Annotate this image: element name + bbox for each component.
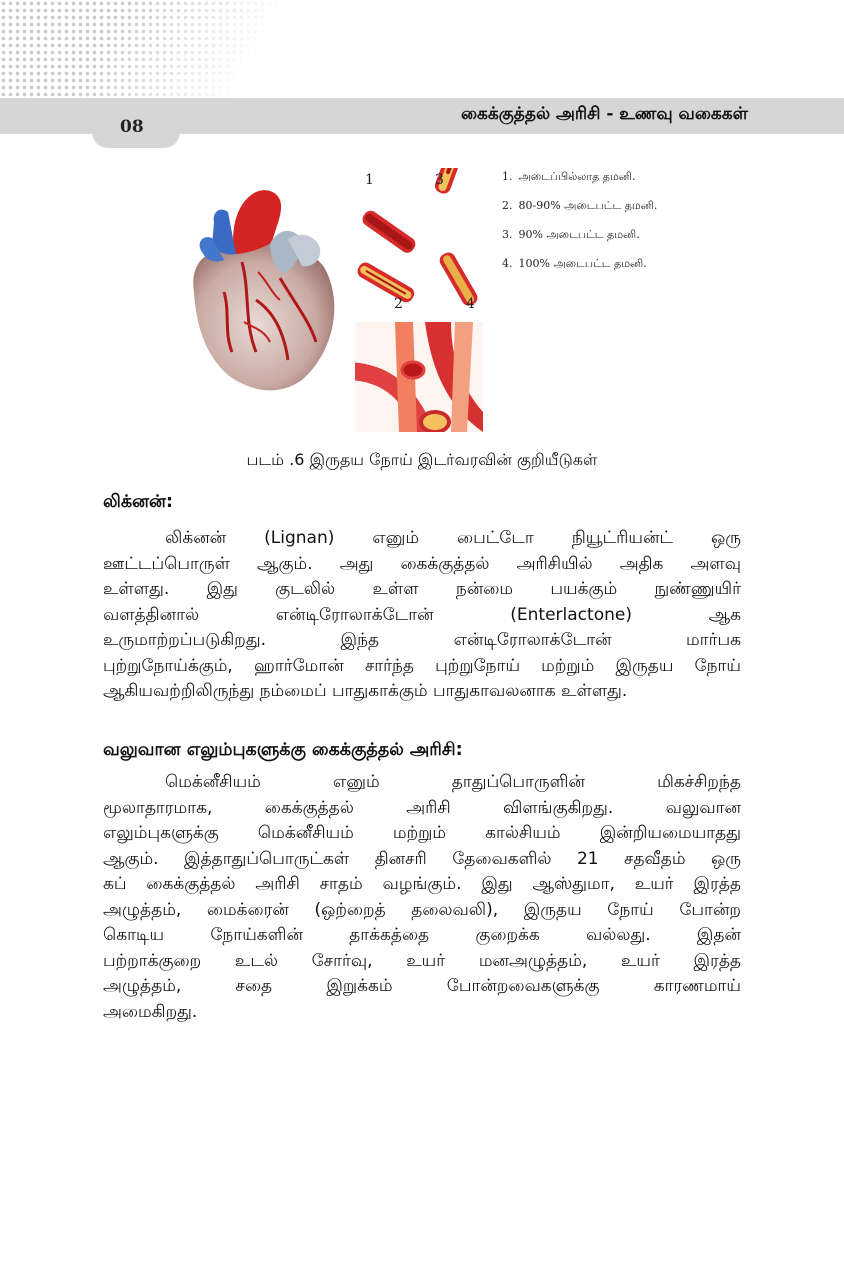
text-line: ஆகியவற்றிலிருந்து நம்மைப் பாதுகாக்கும் பாதுகாவலனாக உள்ளது. — [103, 681, 628, 701]
running-header-title: கைக்குத்தல் அரிசி - உணவு வகைகள் — [460, 104, 748, 124]
figure-heart-arteries — [180, 168, 670, 438]
text-line: கப் கைக்குத்தல் அரிசி சாதம் வழங்கும். இது ஆஸ்துமா, உயர் இரத்த — [103, 874, 741, 894]
figure-legend — [502, 168, 672, 284]
section-heading-strong-bones: வலுவான எலும்புகளுக்கு கைக்குத்தல் அரிசி: — [103, 740, 463, 760]
paragraph-strong-bones — [103, 770, 741, 1025]
text-line: மெக்னீசியம் எனும் தாதுப்பொருளின் மிகச்சிறந்த — [165, 772, 741, 792]
legend-item: 3. 90% அடைபட்ட தமனி. — [502, 228, 640, 241]
vessel-label-3: 3 — [435, 172, 444, 188]
vessel-label-1: 1 — [365, 172, 374, 188]
section-heading-lignan: லிக்னன்: — [103, 492, 173, 512]
text-line: எலும்புகளுக்கு மெக்னீசியம் மற்றும் கால்சியம் இன்றியமையாதது — [103, 823, 741, 843]
text-line: அழுத்தம், சதை இறுக்கம் போன்றவைகளுக்கு காரணமாய் — [103, 976, 741, 996]
halftone-decoration — [0, 0, 300, 110]
heart-illustration — [184, 182, 340, 394]
text-line: அழுத்தம், மைக்ரைன் (ஒற்றைத் தலைவலி), இருதய நோய் போன்ற — [103, 899, 741, 920]
vessel-label-4: 4 — [466, 296, 475, 312]
paragraph-lignan — [103, 526, 741, 705]
text-line: பற்றாக்குறை உடல் சோர்வு, உயர் மனஅழுத்தம், உயர் இரத்த — [103, 950, 741, 971]
text-line: வளத்தினால் என்டிரோலாக்டோன் (Enterlactone) ஆக — [103, 604, 741, 625]
text-line: மூலாதாரமாக, கைக்குத்தல் அரிசி விளங்குகிறது. வலுவான — [103, 797, 741, 818]
legend-item: 2. 80-90% அடைபட்ட தமனி. — [502, 199, 658, 212]
text-line: உருமாற்றப்படுகிறது. இந்த என்டிரோலாக்டோன் மார்பக — [103, 630, 741, 650]
page-number: 08 — [120, 117, 144, 137]
legend-item: 4. 100% அடைபட்ட தமனி. — [502, 257, 647, 270]
text-line: லிக்னன் (Lignan) எனும் பைட்டோ நியூட்ரியன்ட் ஒரு — [165, 528, 741, 548]
text-line: உள்ளது. இது குடலில் உள்ள நன்மை பயக்கும் நுண்ணுயிர் — [103, 579, 741, 599]
artery-cross-section-illustration — [355, 322, 483, 432]
figure-caption: படம் .6 இருதய நோய் இடர்வரவின் குறியீடுகள் — [246, 450, 598, 469]
text-line: அமைகிறது. — [103, 1001, 198, 1022]
text-line: ஆகும். இத்தாதுப்பொருட்கள் தினசரி தேவைகளில் 21 சதவீதம் ஒரு — [103, 848, 741, 869]
text-line: புற்றுநோய்க்கும், ஹார்மோன் சார்ந்த புற்றுநோய் மற்றும் இருதய நோய் — [103, 655, 741, 676]
vessel-label-2: 2 — [394, 296, 403, 312]
text-line: ஊட்டப்பொருள் ஆகும். அது கைக்குத்தல் அரிசியில் அதிக அளவு — [103, 553, 741, 574]
text-line: கொடிய நோய்களின் தாக்கத்தை குறைக்க வல்லது. இதன் — [103, 925, 741, 945]
legend-item: 1. அடைப்பில்லாத தமனி. — [502, 170, 636, 183]
artery-blockage-diagram — [355, 168, 495, 316]
